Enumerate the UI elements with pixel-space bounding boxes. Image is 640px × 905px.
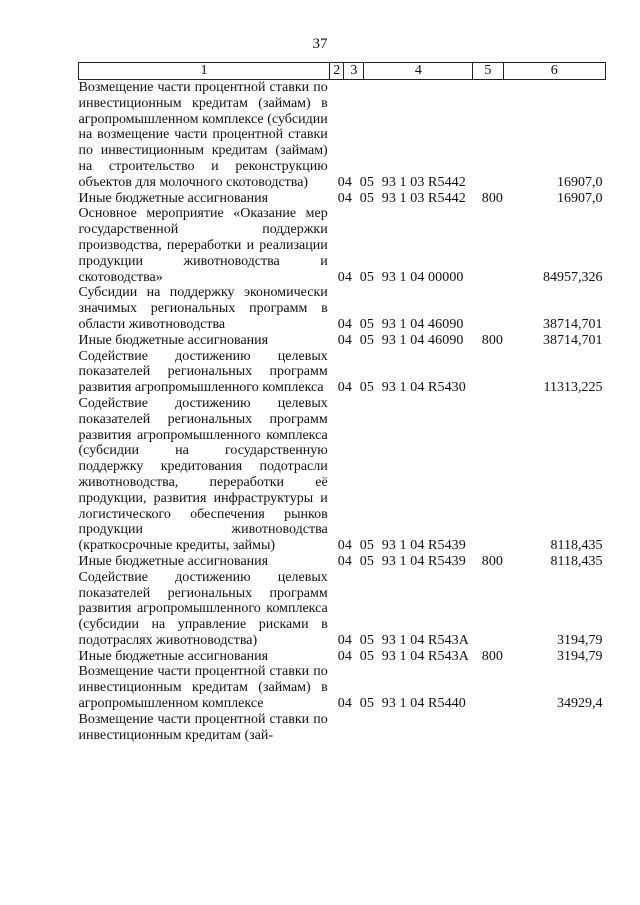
row-description: Иные бюджетные ассигнования xyxy=(78,190,269,206)
row-codes xyxy=(330,554,503,570)
row-description: Иные бюджетные ассигнования xyxy=(78,553,269,569)
row-subsection-code: 05 xyxy=(359,316,374,332)
row-subsection-code: 05 xyxy=(359,632,374,648)
row-subsection-code: 05 xyxy=(359,190,374,206)
row-codes xyxy=(330,570,503,649)
row-section-code: 04 xyxy=(337,632,352,648)
row-amount: 34929,4 xyxy=(557,696,603,712)
row-amount: 38714,701 xyxy=(543,316,603,332)
row-article-code: 93 1 04 46090 xyxy=(381,316,464,332)
row-article-code: 93 1 04 46090 xyxy=(381,332,464,348)
table-row xyxy=(79,206,606,285)
table-row xyxy=(79,570,606,649)
row-amount: 8118,435 xyxy=(550,538,603,554)
row-codes xyxy=(330,333,503,349)
row-article-code: 93 1 04 R5430 xyxy=(381,380,466,396)
row-description: Содействие достижению целевых показателей региональных программ развития агропромышленного комплекса (субсидии на управление рисками в подотраслях животноводства) xyxy=(78,569,328,648)
row-description: Иные бюджетные ассигнования xyxy=(78,648,269,664)
row-section-code: 04 xyxy=(337,648,352,664)
row-expense-type-code: 800 xyxy=(481,190,504,206)
row-article-code: 93 1 04 R543A xyxy=(381,648,469,664)
table-row xyxy=(79,712,606,744)
row-amount: 38714,701 xyxy=(543,332,603,348)
row-amount: 84957,326 xyxy=(543,269,603,285)
row-codes xyxy=(330,285,503,332)
row-description: Субсидии на поддержку экономически значимых региональных программ в области животноводства xyxy=(78,285,328,332)
row-section-code: 04 xyxy=(337,696,352,712)
row-article-code: 93 1 03 R5442 xyxy=(381,190,466,206)
row-subsection-code: 05 xyxy=(359,648,374,664)
row-amount: 16907,0 xyxy=(557,190,603,206)
page-number: 37 xyxy=(312,36,328,52)
table-row xyxy=(79,191,606,207)
row-description: Содействие достижению целевых показателей региональных программ развития агропромышленного комплекса (субсидии на государственную поддержку кредитования подотрасли животноводства, переработки её продукции, развития инфраструктуры и логистического обеспечения рынков продукции животноводства (краткосрочные кредиты, займы) xyxy=(78,395,328,554)
row-codes xyxy=(330,80,503,191)
row-subsection-code: 05 xyxy=(359,553,374,569)
row-section-code: 04 xyxy=(337,553,352,569)
row-section-code: 04 xyxy=(337,269,352,285)
row-section-code: 04 xyxy=(337,332,352,348)
row-article-code: 93 1 04 R5440 xyxy=(381,696,466,712)
row-article-code: 93 1 04 R5439 xyxy=(381,538,466,554)
row-amount: 3194,79 xyxy=(557,632,603,648)
row-codes xyxy=(330,191,503,207)
row-codes xyxy=(330,349,503,396)
row-expense-type-code: 800 xyxy=(481,553,504,569)
row-description: Возмещение части процентной ставки по инвестиционным кредитам (зай- xyxy=(78,711,328,743)
table-row xyxy=(79,396,606,554)
header-col-2: 2 xyxy=(330,63,344,80)
row-expense-type-code: 800 xyxy=(481,648,504,664)
row-description: Основное мероприятие «Оказание мер государственной поддержки производства, переработки и реализации продукции животноводства и скотоводства» xyxy=(78,206,328,285)
row-section-code: 04 xyxy=(337,380,352,396)
row-description: Возмещение части процентной ставки по инвестиционным кредитам (займам) в агропромышленном комплексе (субсидии на возмещение части процентной ставки по инвестиционным кредитам (займам) на строительство и реконструкцию объектов для молочного скотоводства) xyxy=(78,80,328,190)
row-subsection-code: 05 xyxy=(359,332,374,348)
row-article-code: 93 1 04 R543A xyxy=(381,632,469,648)
row-codes xyxy=(330,396,503,554)
row-article-code: 93 1 04 00000 xyxy=(381,269,464,285)
table-row xyxy=(79,333,606,349)
header-row xyxy=(79,63,606,80)
row-subsection-code: 05 xyxy=(359,538,374,554)
table-row xyxy=(79,285,606,332)
row-description: Иные бюджетные ассигнования xyxy=(78,332,269,348)
row-codes xyxy=(330,206,503,285)
table-row xyxy=(79,554,606,570)
header-col-5: 5 xyxy=(473,63,503,80)
row-description: Содействие достижению целевых показателей региональных программ развития агропромышленного комплекса xyxy=(78,348,328,396)
budget-table xyxy=(78,62,606,743)
row-description: Возмещение части процентной ставки по инвестиционным кредитам (займам) в агропромышленном комплексе xyxy=(78,664,328,712)
row-section-code: 04 xyxy=(337,538,352,554)
row-codes xyxy=(330,664,503,711)
row-codes xyxy=(330,712,503,744)
row-section-code: 04 xyxy=(337,190,352,206)
row-subsection-code: 05 xyxy=(359,696,374,712)
row-article-code: 93 1 04 R5439 xyxy=(381,553,466,569)
header-col-6: 6 xyxy=(503,63,605,80)
row-section-code: 04 xyxy=(337,174,352,190)
table-header xyxy=(79,63,606,80)
header-col-4: 4 xyxy=(364,63,473,80)
table-row xyxy=(79,664,606,711)
row-section-code: 04 xyxy=(337,316,352,332)
table-row xyxy=(79,649,606,665)
row-codes xyxy=(330,649,503,665)
table-body xyxy=(79,80,606,744)
header-col-1: 1 xyxy=(79,63,330,80)
table-row xyxy=(79,80,606,191)
row-amount: 8118,435 xyxy=(550,553,603,569)
row-amount: 16907,0 xyxy=(557,174,603,190)
row-expense-type-code: 800 xyxy=(481,332,504,348)
row-amount xyxy=(503,712,605,744)
header-col-3: 3 xyxy=(344,63,364,80)
row-subsection-code: 05 xyxy=(359,380,374,396)
row-amount: 3194,79 xyxy=(557,648,603,664)
row-amount: 11313,225 xyxy=(543,380,603,396)
row-article-code: 93 1 03 R5442 xyxy=(381,174,466,190)
row-subsection-code: 05 xyxy=(359,174,374,190)
row-subsection-code: 05 xyxy=(359,269,374,285)
table-row xyxy=(79,349,606,396)
